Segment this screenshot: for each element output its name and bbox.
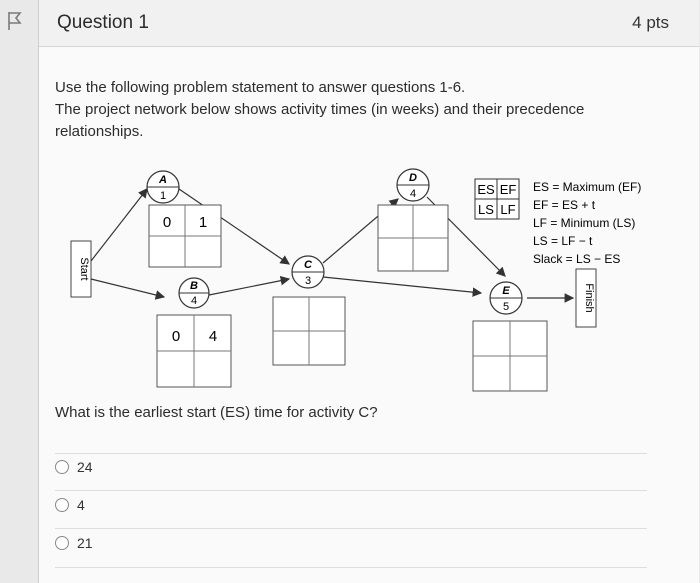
divider: [55, 567, 647, 568]
statement-line-1: Use the following problem statement to answer questions 1-6.: [55, 79, 466, 96]
formula-slack: Slack = LS − ES: [533, 252, 621, 266]
activity-a-node: [147, 171, 179, 203]
activity-e-time: 5: [502, 301, 510, 313]
start-node: [71, 241, 91, 297]
activity-e-schedule-box: [473, 321, 547, 391]
activity-b-time: 4: [190, 295, 198, 307]
divider: [55, 528, 647, 529]
activity-c-node: [292, 256, 324, 288]
question-prompt: What is the earliest start (ES) time for activity C?: [55, 404, 378, 421]
legend-ls: LS: [478, 202, 494, 217]
formula-ef: EF = ES + t: [533, 198, 596, 212]
activity-a-es: 0: [162, 214, 172, 231]
option-label: 4: [77, 497, 85, 513]
arrow-c-e: [323, 277, 481, 293]
activity-d-time: 4: [409, 188, 417, 200]
activity-a-time: 1: [159, 190, 167, 202]
option-label: 24: [77, 459, 93, 475]
legend-ef: EF: [499, 182, 517, 197]
legend-lf: LF: [500, 202, 516, 217]
bookmark-icon[interactable]: [6, 10, 24, 32]
radio-button[interactable]: [55, 498, 69, 512]
question-points: 4 pts: [632, 13, 669, 32]
answer-option-3[interactable]: [55, 535, 93, 551]
legend-box: [475, 179, 519, 219]
question-header: [39, 0, 699, 47]
activity-d-name: D: [409, 172, 417, 184]
formula-lf: LF = Minimum (LS): [533, 216, 636, 230]
activity-d-schedule-box: [378, 205, 448, 271]
finish-node: [576, 269, 596, 327]
question-body: [39, 47, 699, 583]
answer-option-1[interactable]: [55, 459, 93, 475]
activity-c-schedule-box: [273, 297, 345, 365]
radio-button[interactable]: [55, 460, 69, 474]
activity-b-schedule-box: [157, 315, 231, 387]
activity-c-name: C: [304, 259, 312, 271]
arrow-start-b: [91, 279, 164, 297]
activity-d-node: [397, 169, 429, 201]
activity-a-ef: 1: [198, 214, 208, 231]
activity-a-schedule-box: [149, 205, 221, 267]
divider: [55, 490, 647, 491]
activity-b-ef: 4: [208, 328, 218, 345]
arrow-b-c: [209, 279, 289, 295]
formula-es: ES = Maximum (EF): [533, 180, 641, 194]
answer-option-2[interactable]: [55, 497, 85, 513]
activity-b-es: 0: [171, 328, 181, 345]
formula-list: [533, 180, 641, 266]
activity-c-time: 3: [304, 275, 312, 287]
question-card: [38, 0, 699, 583]
question-title: Question 1: [57, 12, 149, 33]
problem-statement: [55, 77, 615, 143]
activity-a-name: A: [159, 174, 167, 186]
radio-button[interactable]: [55, 536, 69, 550]
activity-b-name: B: [190, 280, 198, 292]
activity-b-node: [179, 278, 209, 308]
activity-e-node: [490, 282, 522, 314]
option-label: 21: [77, 535, 93, 551]
divider: [55, 453, 647, 454]
legend-es: ES: [477, 182, 495, 197]
formula-ls: LS = LF − t: [533, 234, 593, 248]
statement-line-2: The project network below shows activity times (in weeks) and their precedence relationships.: [55, 101, 585, 140]
finish-label: Finish: [583, 283, 595, 313]
start-label: Start: [78, 257, 90, 281]
project-network-diagram: [61, 151, 641, 401]
activity-e-name: E: [502, 285, 510, 297]
arrow-start-a: [91, 189, 147, 261]
